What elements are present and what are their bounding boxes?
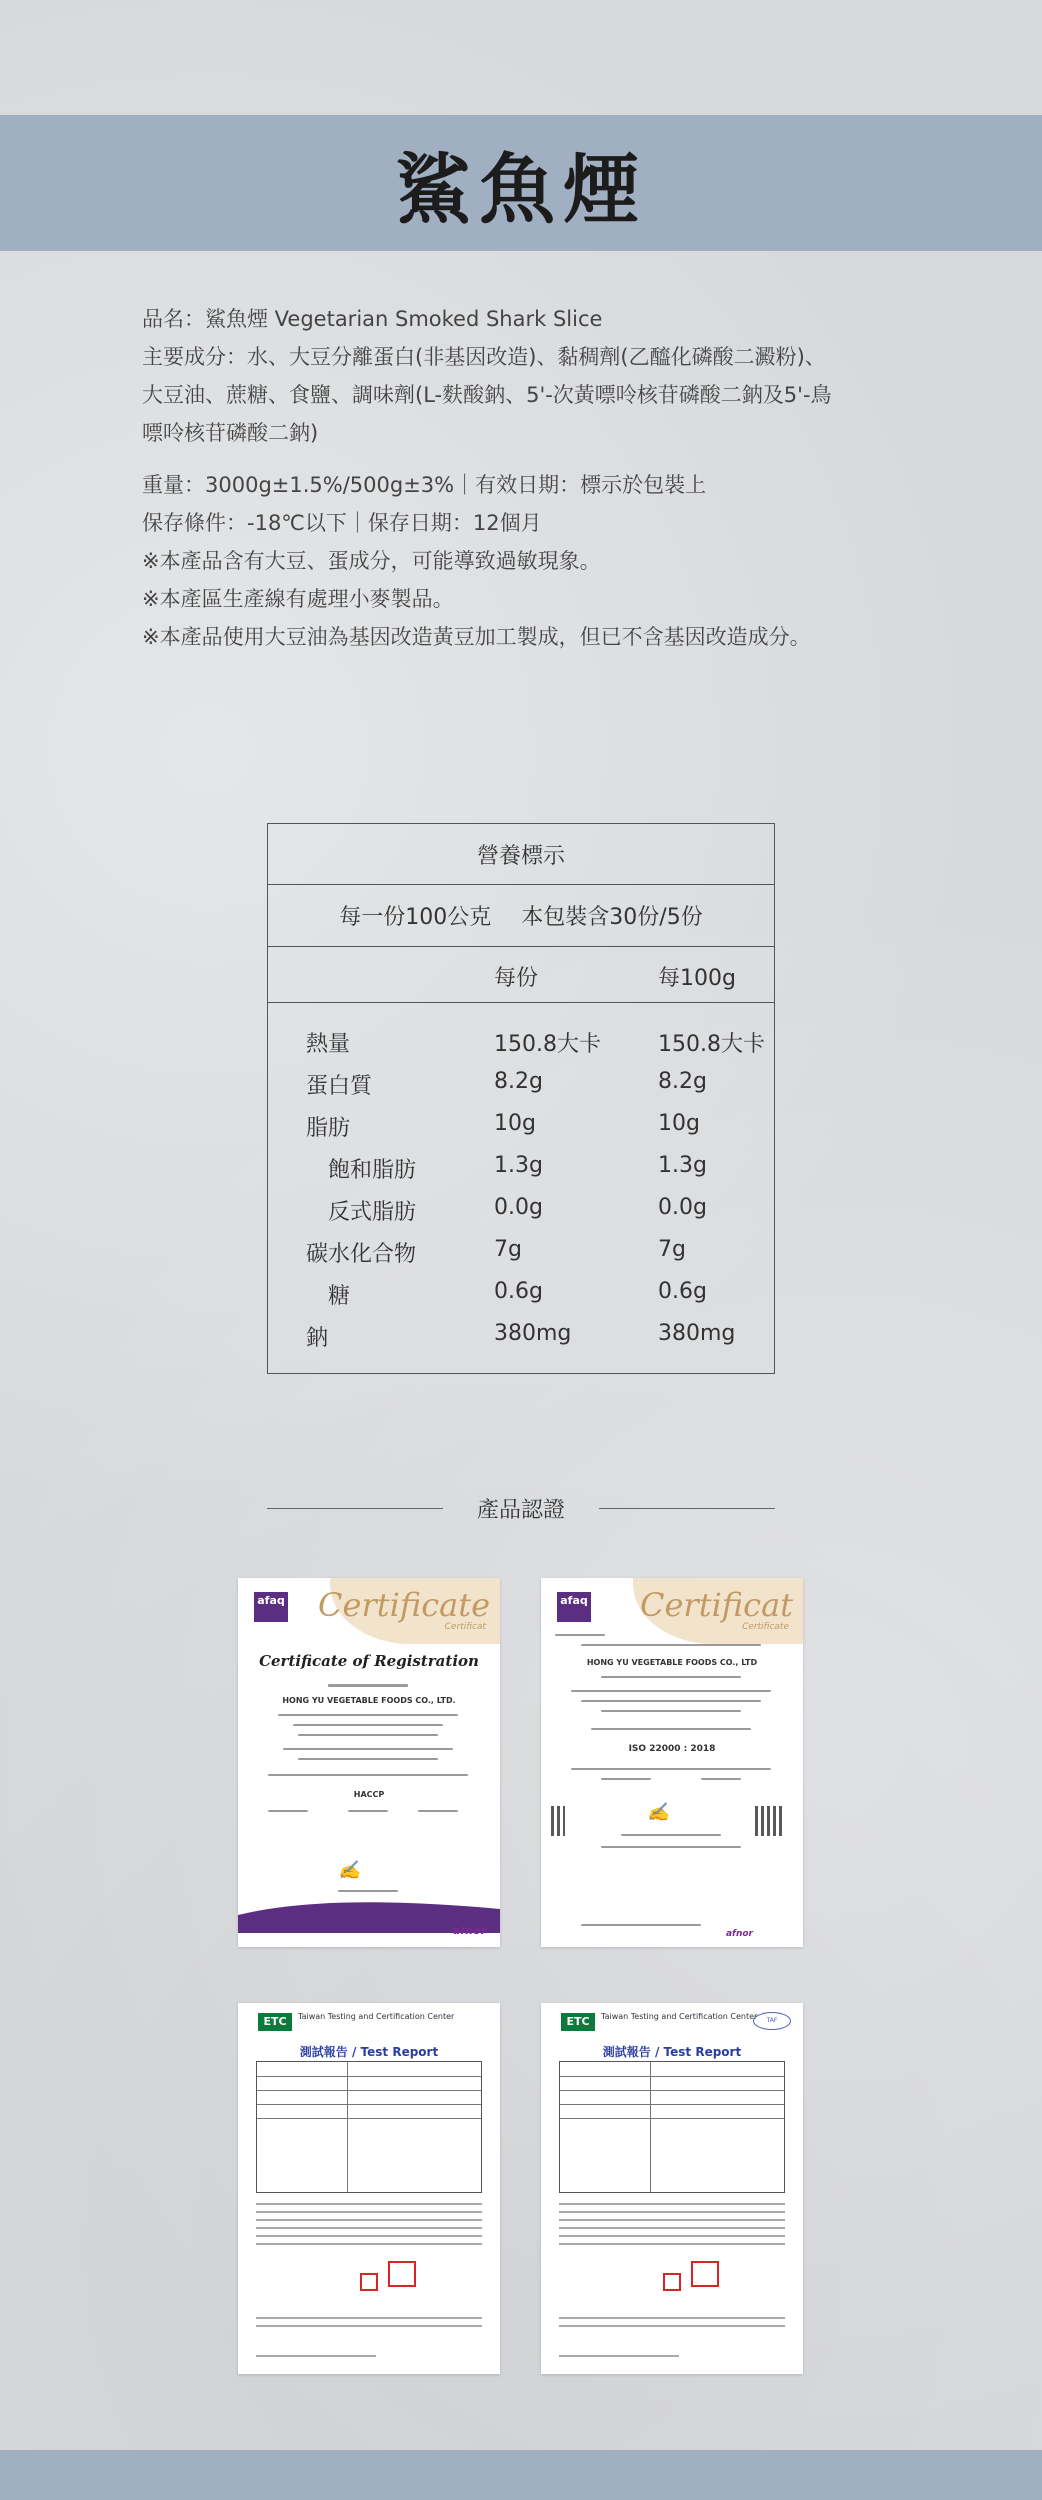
text-line — [256, 2211, 482, 2213]
nutrition-row — [268, 1107, 774, 1149]
iso-standard: ISO 22000 : 2018 — [628, 1744, 716, 1754]
haccp-certificate-image[interactable] — [238, 1578, 500, 1947]
nutrition-row — [268, 1065, 774, 1107]
text-line — [256, 2219, 482, 2221]
text-line — [581, 1924, 701, 1926]
nutrient-per-serving: 0.0g — [494, 1195, 543, 1220]
text-line — [268, 1774, 468, 1776]
nutrient-per-100g: 8.2g — [658, 1069, 707, 1094]
nutrient-per-100g: 1.3g — [658, 1153, 707, 1178]
text-line — [298, 1734, 438, 1736]
text-line — [559, 2317, 785, 2319]
gmo-note: ※本產品使用大豆油為基因改造黃豆加工製成，但已不含基因改造成分。 — [142, 625, 811, 649]
etc-logo-icon: ETC — [561, 2013, 595, 2031]
text-line — [256, 2203, 482, 2205]
text-line — [601, 1710, 741, 1712]
certification-heading — [267, 1488, 775, 1528]
nutrient-per-serving: 1.3g — [494, 1153, 543, 1178]
nutrient-name: 糖 — [328, 1284, 351, 1309]
serving-size: 每一份100公克 — [339, 905, 492, 930]
nutrient-name: 蛋白質 — [306, 1074, 373, 1099]
bottom-band — [0, 2450, 1042, 2500]
test-report-image-1[interactable] — [238, 2003, 500, 2374]
text-line — [559, 2243, 785, 2245]
afaq-logo-icon: afaq — [254, 1592, 288, 1622]
nutrition-row — [268, 1233, 774, 1275]
nutrient-per-serving: 8.2g — [494, 1069, 543, 1094]
text-line — [701, 1778, 741, 1780]
nutrient-per-100g: 10g — [658, 1111, 700, 1136]
text-line — [256, 2235, 482, 2237]
divider-right — [599, 1508, 775, 1509]
text-line — [559, 2211, 785, 2213]
certificate-banner-word: Certificate — [318, 1586, 490, 1624]
text-line — [559, 2325, 785, 2327]
red-seal-icon — [388, 2261, 416, 2287]
accreditation-logo-icon: TAF — [753, 2012, 791, 2030]
nutrient-name: 飽和脂肪 — [328, 1158, 417, 1183]
nutrition-header-row — [268, 947, 774, 1003]
certificate-company: HONG YU VEGETABLE FOODS CO., LTD — [586, 1658, 758, 1667]
text-line — [581, 1700, 761, 1702]
nutrition-rows — [268, 1003, 774, 1359]
text-line — [256, 2243, 482, 2245]
nutrient-name: 脂肪 — [306, 1116, 351, 1141]
text-line — [256, 2227, 482, 2229]
divider-left — [267, 1508, 443, 1509]
nutrient-per-serving: 10g — [494, 1111, 536, 1136]
product-info — [142, 300, 922, 656]
nutrient-name: 反式脂肪 — [328, 1200, 417, 1225]
product-details — [142, 466, 922, 656]
text-line — [571, 1690, 771, 1692]
afnor-logo: afnor — [452, 1924, 486, 1937]
storage-line: 保存條件：-18℃以下｜保存日期：12個月 — [142, 511, 542, 535]
test-report-title: 測試報告 / Test Report — [602, 2045, 742, 2059]
nutrient-name: 熱量 — [306, 1032, 351, 1057]
nutrient-per-serving: 0.6g — [494, 1279, 543, 1304]
text-line — [328, 1684, 408, 1687]
allergen-note: ※本產品含有大豆、蛋成分，可能導致過敏現象。 — [142, 549, 601, 573]
nutrient-name: 碳水化合物 — [306, 1242, 417, 1267]
ingredients-line-1: 主要成分：水、大豆分離蛋白(非基因改造)、黏稠劑(乙醯化磷酸二澱粉)、 — [142, 345, 826, 369]
nutrient-per-serving: 150.8大卡 — [494, 1032, 601, 1057]
text-line — [621, 1834, 721, 1836]
text-line — [559, 2219, 785, 2221]
afaq-logo-icon: afaq — [557, 1592, 591, 1622]
weight-line: 重量：3000g±1.5%/500g±3%｜有效日期：標示於包裝上 — [142, 473, 707, 497]
nutrition-row — [268, 1317, 774, 1359]
text-line — [283, 1748, 453, 1750]
nutrition-row — [268, 1275, 774, 1317]
page-title: 鯊魚煙 — [395, 144, 647, 234]
text-line — [418, 1810, 458, 1812]
text-line — [298, 1758, 438, 1760]
nutrition-serving-row — [268, 885, 774, 947]
nutrient-per-serving: 380mg — [494, 1321, 572, 1346]
certificate-scheme: HACCP — [353, 1790, 385, 1799]
nutrition-title: 營養標示 — [268, 824, 774, 885]
certificate-banner-sub: Certificat — [444, 1622, 486, 1632]
text-line — [256, 2325, 482, 2327]
text-line — [338, 1890, 398, 1892]
text-line — [591, 1728, 751, 1730]
text-line — [601, 1676, 741, 1678]
test-report-table — [256, 2061, 482, 2193]
red-seal-icon — [360, 2273, 378, 2291]
afnor-logo: afnor — [725, 1929, 753, 1939]
nutrient-per-100g: 7g — [658, 1237, 686, 1262]
nutrition-row — [268, 1023, 774, 1065]
text-line — [256, 2317, 482, 2319]
servings-per-pack: 本包裝含30份/5份 — [521, 905, 703, 930]
qr-code-icon — [755, 1806, 785, 1836]
qr-code-icon — [551, 1806, 565, 1836]
nutrition-table — [267, 823, 775, 1374]
test-report-image-2[interactable] — [541, 2003, 803, 2374]
nutrient-name: 鈉 — [306, 1326, 329, 1351]
wheat-note: ※本產區生產線有處理小麥製品。 — [142, 587, 454, 611]
certificate-banner-sub: Certificate — [742, 1622, 789, 1632]
ingredients-line-3: 嘌呤核苷磷酸二鈉) — [142, 421, 319, 445]
product-name: 品名：鯊魚煙 Vegetarian Smoked Shark Slice — [142, 307, 603, 331]
text-line — [278, 1714, 458, 1716]
text-line — [601, 1846, 741, 1848]
text-line — [581, 1644, 761, 1646]
text-line — [571, 1768, 771, 1770]
test-report-table — [559, 2061, 785, 2193]
text-line — [555, 1634, 605, 1636]
text-line — [268, 1810, 308, 1812]
text-line — [601, 1778, 651, 1780]
signature-icon: ✍ — [647, 1802, 670, 1823]
iso22000-certificate-image[interactable] — [541, 1578, 803, 1947]
ingredients-line-2: 大豆油、蔗糖、食鹽、調味劑(L-麩酸鈉、5'-次黃嘌呤核苷磷酸二鈉及5'-鳥 — [142, 383, 832, 407]
certificate-banner-word: Certificat — [639, 1586, 793, 1624]
text-line — [559, 2227, 785, 2229]
text-line — [559, 2235, 785, 2237]
nutrition-row — [268, 1149, 774, 1191]
col-per-100g: 每100g — [658, 966, 736, 991]
col-per-serving: 每份 — [494, 966, 539, 991]
text-line — [256, 2355, 376, 2357]
nutrient-per-100g: 150.8大卡 — [658, 1032, 765, 1057]
text-line — [559, 2203, 785, 2205]
nutrient-per-100g: 0.6g — [658, 1279, 707, 1304]
signature-icon: ✍ — [338, 1860, 361, 1881]
text-line — [293, 1724, 443, 1726]
etc-org-name: Taiwan Testing and Certification Center — [298, 2012, 455, 2021]
certification-heading-label: 產品認證 — [477, 1497, 566, 1523]
nutrient-per-serving: 7g — [494, 1237, 522, 1262]
etc-org-name: Taiwan Testing and Certification Center — [601, 2012, 758, 2021]
certificate-company: HONG YU VEGETABLE FOODS CO., LTD. — [282, 1696, 456, 1705]
red-seal-icon — [663, 2273, 681, 2291]
nutrient-per-100g: 0.0g — [658, 1195, 707, 1220]
nutrient-per-100g: 380mg — [658, 1321, 736, 1346]
certificate-heading: Certificate of Registration — [259, 1652, 479, 1670]
title-band — [0, 115, 1042, 251]
text-line — [559, 2355, 679, 2357]
etc-logo-icon: ETC — [258, 2013, 292, 2031]
test-report-title: 測試報告 / Test Report — [299, 2045, 439, 2059]
text-line — [348, 1810, 388, 1812]
red-seal-icon — [691, 2261, 719, 2287]
nutrition-row — [268, 1191, 774, 1233]
